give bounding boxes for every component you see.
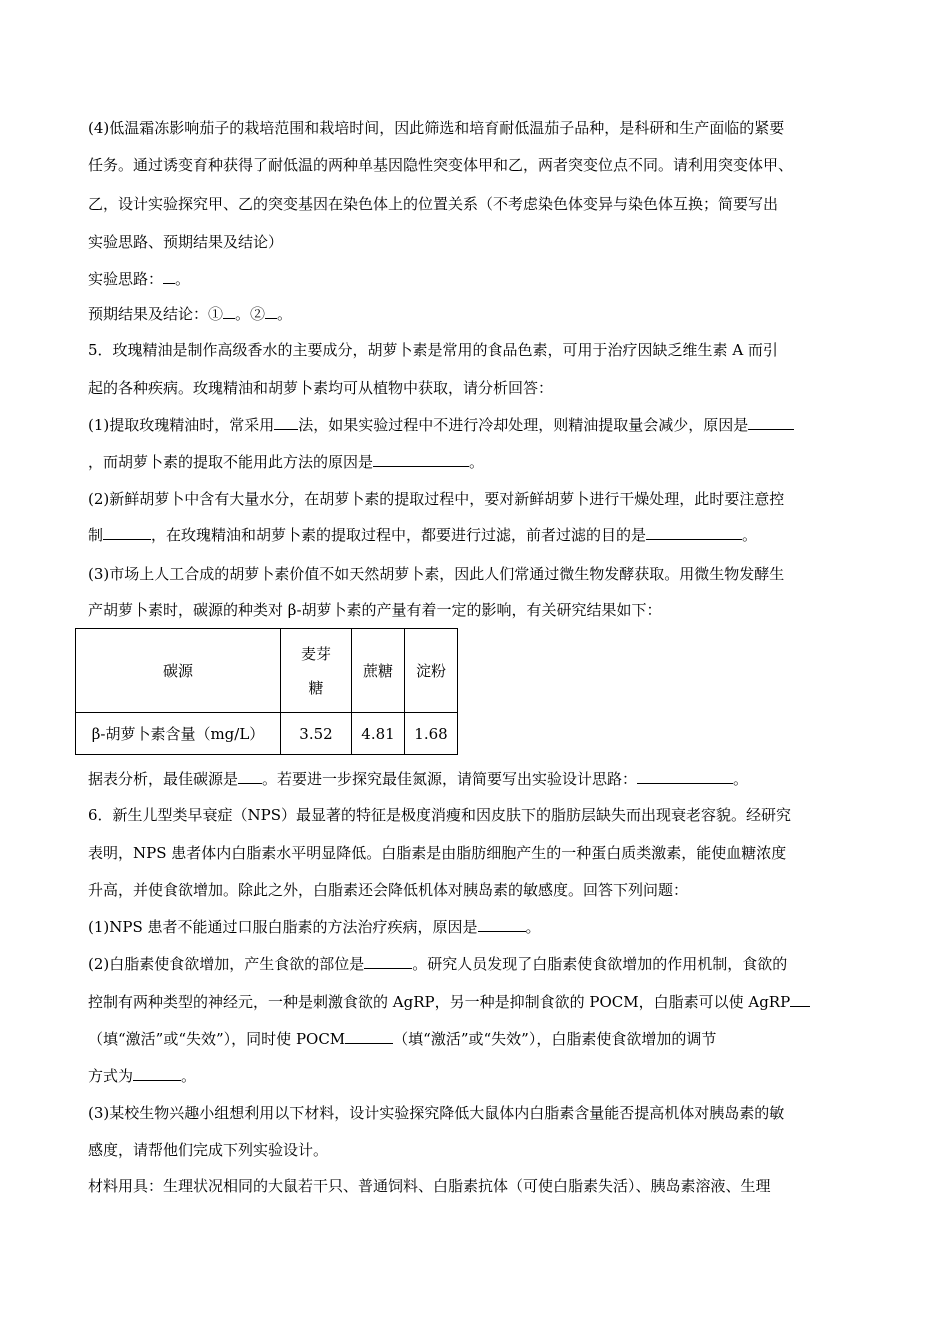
answer-blank <box>238 769 262 784</box>
header-sucrose: 蔗糖 <box>352 629 405 713</box>
q6-intro-1: 6．新生儿型类早衰症（NPS）最显著的特征是极度消瘦和因皮肤下的脂肪层缺失而出现衰老容貌。经研究 <box>88 806 792 824</box>
q6-part2-line1: (2)白脂素使食欲增加，产生食欲的部位是 。研究人员发现了白脂素使食欲增加的作用机制，食欲的 <box>88 955 788 973</box>
answer-blank <box>163 269 175 284</box>
answer-blank <box>274 415 298 430</box>
answer-blank <box>637 769 733 784</box>
q5-part3-line2: 产胡萝卜素时，碳源的种类对 β-胡萝卜素的产量有着一定的影响，有关研究结果如下： <box>88 601 662 619</box>
q6-part3-line1: (3)某校生物兴趣小组想利用以下材料，设计实验探究降低大鼠体内白脂素含量能否提高机体对胰岛素的敏 <box>88 1104 785 1122</box>
q4-line-4: 实验思路、预期结果及结论） <box>88 233 284 251</box>
carbon-source-table <box>75 628 458 755</box>
q6-part3-line2: 感度，请帮他们完成下列实验设计。 <box>88 1141 329 1159</box>
q6-part1: (1)NPS 患者不能通过口服白脂素的方法治疗疾病，原因是 。 <box>88 918 541 936</box>
q5-intro-2: 起的各种疾病。玫瑰精油和胡萝卜素均可从植物中获取，请分析回答： <box>88 379 554 397</box>
q4-result-line: 预期结果及结论：① 。② 。 <box>88 305 293 323</box>
q5-part1-line1: (1)提取玫瑰精油时，常采用 法，如果实验过程中不进行冷却处理，则精油提取量会减少，原因是 <box>88 415 794 435</box>
answer-blank <box>373 452 469 467</box>
answer-blank <box>646 525 742 540</box>
value-maltose: 3.52 <box>281 713 352 755</box>
row-label: β-胡萝卜素含量（mg/L） <box>76 713 281 755</box>
q5-part2-line1: (2)新鲜胡萝卜中含有大量水分，在胡萝卜素的提取过程中，要对新鲜胡萝卜进行干燥处理，此时要注意控 <box>88 490 785 508</box>
q6-intro-2: 表明，NPS 患者体内白脂素水平明显降低。白脂素是由脂肪细胞产生的一种蛋白质类激素，能使血糖浓度 <box>88 844 787 862</box>
q6-part2-line3: （填“激活”或“失效”），同时使 POCM （填“激活”或“失效”），白脂素使食欲增加的调节 <box>88 1030 717 1048</box>
q5-part3-line1: (3)市场上人工合成的胡萝卜素价值不如天然胡萝卜素，因此人们常通过微生物发酵获取。用微生物发酵生 <box>88 565 785 583</box>
q4-line-3: 乙，设计实验探究甲、乙的突变基因在染色体上的位置关系（不考虑染色体变异与染色体互换；简要写出 <box>88 195 779 213</box>
q4-line-1: (4)低温霜冻影响茄子的栽培范围和栽培时间，因此筛选和培育耐低温茄子品种，是科研和生产面临的紧要 <box>88 119 785 137</box>
answer-blank <box>265 304 277 319</box>
q4-line-2: 任务。通过诱变育种获得了耐低温的两种单基因隐性突变体甲和乙，两者突变位点不同。请利用突变体甲、 <box>88 156 794 174</box>
q6-part2-line2: 控制有两种类型的神经元，一种是刺激食欲的 AgRP，另一种是抑制食欲的 POCM，白脂素可以使 AgRP <box>88 992 810 1012</box>
q6-materials: 材料用具：生理状况相同的大鼠若干只、普通饲料、白脂素抗体（可使白脂素失活）、胰岛素溶液、生理 <box>88 1177 771 1195</box>
q6-part2-line4: 方式为 。 <box>88 1067 197 1085</box>
idea-label: 实验思路： <box>88 270 164 288</box>
value-sucrose: 4.81 <box>352 713 405 755</box>
answer-blank <box>133 1066 181 1081</box>
answer-blank <box>478 917 526 932</box>
q5-part2-line2: 制 ，在玫瑰精油和胡萝卜素的提取过程中，都要进行过滤，前者过滤的目的是 。 <box>88 526 758 544</box>
q5-after-table: 据表分析，最佳碳源是 。若要进一步探究最佳氮源，请简要写出实验设计思路： 。 <box>88 770 749 788</box>
q5-intro-1: 5．玫瑰精油是制作高级香水的主要成分，胡萝卜素是常用的食品色素，可用于治疗因缺乏维生素 A 而引 <box>88 341 778 359</box>
q4-idea-line: 实验思路： 。 <box>88 270 191 288</box>
header-maltose: 麦芽 糖 <box>281 629 352 713</box>
answer-blank <box>364 954 412 969</box>
answer-blank <box>223 304 235 319</box>
header-carbon-source: 碳源 <box>76 629 281 713</box>
table-header-row <box>76 629 458 713</box>
q6-intro-3: 升高，并使食欲增加。除此之外，白脂素还会降低机体对胰岛素的敏感度。回答下列问题： <box>88 881 689 899</box>
value-starch: 1.68 <box>405 713 458 755</box>
answer-blank <box>790 992 810 1007</box>
header-starch: 淀粉 <box>405 629 458 713</box>
answer-blank <box>345 1029 393 1044</box>
answer-blank <box>748 415 794 430</box>
table-row <box>76 713 458 755</box>
answer-blank <box>103 525 151 540</box>
q5-part1-line2: ，而胡萝卜素的提取不能用此方法的原因是 。 <box>88 453 485 471</box>
